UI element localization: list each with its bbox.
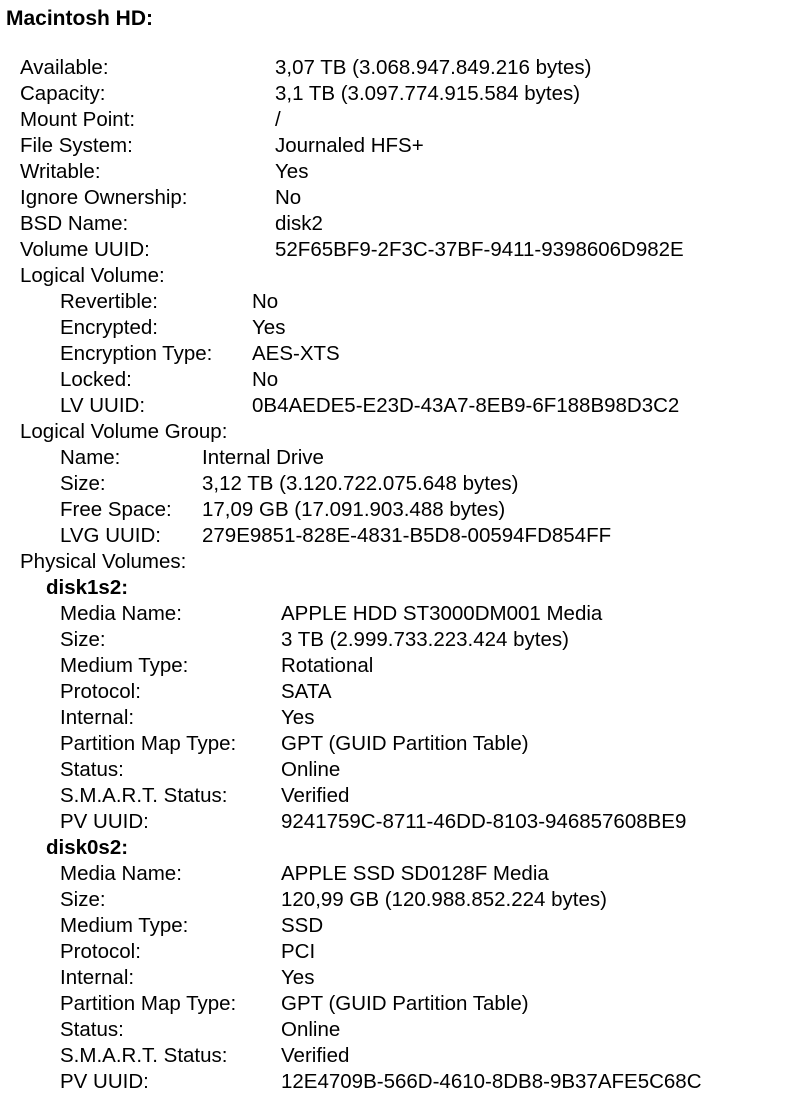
locked-row <box>0 367 810 393</box>
disk0s2-header-row <box>0 835 810 861</box>
lvg-free-space-value: 17,09 GB (17.091.903.488 bytes) <box>202 498 506 521</box>
lvg-size-row <box>0 471 810 497</box>
protocol-label: Protocol: <box>60 680 141 703</box>
lv-uuid-value: 0B4AEDE5-E23D-43A7-8EB9-6F188B98D3C2 <box>252 394 680 417</box>
lvg-name-value: Internal Drive <box>202 446 324 469</box>
size-label: Size: <box>60 888 106 911</box>
lv-uuid-label: LV UUID: <box>60 394 146 417</box>
disk0s2-size-row <box>0 887 810 913</box>
disk0s2-status-row <box>0 1017 810 1043</box>
encrypted-value: Yes <box>252 316 286 339</box>
disk1s2-status-row <box>0 757 810 783</box>
writable-value: Yes <box>275 160 309 183</box>
encrypted-label: Encrypted: <box>60 316 158 339</box>
disk1s2-pv-uuid-row <box>0 809 810 835</box>
lvg-free-space-row <box>0 497 810 523</box>
partition-map-type-label: Partition Map Type: <box>60 992 237 1015</box>
medium-type-value: SSD <box>281 914 324 937</box>
writable-row <box>0 159 810 185</box>
internal-value: Yes <box>281 966 315 989</box>
status-label: Status: <box>60 1018 124 1041</box>
mount-point-label: Mount Point: <box>20 108 136 131</box>
smart-status-label: S.M.A.R.T. Status: <box>60 784 228 807</box>
available-value: 3,07 TB (3.068.947.849.216 bytes) <box>275 56 592 79</box>
file-system-row <box>0 133 810 159</box>
size-value: 3 TB (2.999.733.223.424 bytes) <box>281 628 569 651</box>
encryption-type-row <box>0 341 810 367</box>
mount-point-row <box>0 107 810 133</box>
encrypted-row <box>0 315 810 341</box>
protocol-value: PCI <box>281 940 316 963</box>
revertible-label: Revertible: <box>60 290 158 313</box>
file-system-value: Journaled HFS+ <box>275 134 424 157</box>
capacity-value: 3,1 TB (3.097.774.915.584 bytes) <box>275 82 581 105</box>
disk0s2-protocol-row <box>0 939 810 965</box>
capacity-label: Capacity: <box>20 82 106 105</box>
bsd-name-row <box>0 211 810 237</box>
lvg-uuid-label: LVG UUID: <box>60 524 161 547</box>
size-value: 120,99 GB (120.988.852.224 bytes) <box>281 888 607 911</box>
status-label: Status: <box>60 758 124 781</box>
partition-map-type-value: GPT (GUID Partition Table) <box>281 732 529 755</box>
disk1s2-header: disk1s2: <box>46 576 129 599</box>
protocol-value: SATA <box>281 680 332 703</box>
pv-uuid-label: PV UUID: <box>60 810 149 833</box>
file-system-label: File System: <box>20 134 133 157</box>
disk1s2-size-row <box>0 627 810 653</box>
status-value: Online <box>281 1018 341 1041</box>
disk0s2-medium-type-row <box>0 913 810 939</box>
bsd-name-value: disk2 <box>275 212 323 235</box>
bsd-name-label: BSD Name: <box>20 212 129 235</box>
media-name-value: APPLE SSD SD0128F Media <box>281 862 549 885</box>
pv-uuid-value: 9241759C-8711-46DD-8103-946857608BE9 <box>281 810 687 833</box>
volume-uuid-row <box>0 237 810 263</box>
status-value: Online <box>281 758 341 781</box>
lvg-name-row <box>0 445 810 471</box>
volume-info-list <box>0 55 810 1095</box>
disk0s2-internal-row <box>0 965 810 991</box>
pv-uuid-label: PV UUID: <box>60 1070 149 1093</box>
smart-status-label: S.M.A.R.T. Status: <box>60 1044 228 1067</box>
available-label: Available: <box>20 56 109 79</box>
logical-volume-group-header-row <box>0 419 810 445</box>
internal-value: Yes <box>281 706 315 729</box>
lvg-name-label: Name: <box>60 446 121 469</box>
writable-label: Writable: <box>20 160 101 183</box>
media-name-label: Media Name: <box>60 602 182 625</box>
pv-uuid-value: 12E4709B-566D-4610-8DB8-9B37AFE5C68C <box>281 1070 702 1093</box>
logical-volume-header-row <box>0 263 810 289</box>
disk1s2-smart-status-row <box>0 783 810 809</box>
smart-status-value: Verified <box>281 784 350 807</box>
locked-label: Locked: <box>60 368 132 391</box>
lvg-uuid-row <box>0 523 810 549</box>
disk1s2-partition-map-type-row <box>0 731 810 757</box>
disk1s2-header-row <box>0 575 810 601</box>
lvg-uuid-value: 279E9851-828E-4831-B5D8-00594FD854FF <box>202 524 612 547</box>
internal-label: Internal: <box>60 966 135 989</box>
capacity-row <box>0 81 810 107</box>
size-label: Size: <box>60 628 106 651</box>
protocol-label: Protocol: <box>60 940 141 963</box>
lvg-free-space-label: Free Space: <box>60 498 172 521</box>
revertible-value: No <box>252 290 279 313</box>
logical-volume-group-header: Logical Volume Group: <box>20 420 228 443</box>
internal-label: Internal: <box>60 706 135 729</box>
physical-volumes-header: Physical Volumes: <box>20 550 187 573</box>
ignore-ownership-row <box>0 185 810 211</box>
encryption-type-label: Encryption Type: <box>60 342 213 365</box>
lvg-size-label: Size: <box>60 472 106 495</box>
ignore-ownership-value: No <box>275 186 302 209</box>
disk0s2-media-name-row <box>0 861 810 887</box>
ignore-ownership-label: Ignore Ownership: <box>20 186 188 209</box>
available-row <box>0 55 810 81</box>
disk0s2-pv-uuid-row <box>0 1069 810 1095</box>
lv-uuid-row <box>0 393 810 419</box>
logical-volume-header: Logical Volume: <box>20 264 165 287</box>
mount-point-value: / <box>275 108 281 131</box>
disk0s2-header: disk0s2: <box>46 836 129 859</box>
medium-type-label: Medium Type: <box>60 654 189 677</box>
disk1s2-medium-type-row <box>0 653 810 679</box>
disk1s2-protocol-row <box>0 679 810 705</box>
partition-map-type-label: Partition Map Type: <box>60 732 237 755</box>
volume-uuid-label: Volume UUID: <box>20 238 150 261</box>
physical-volumes-header-row <box>0 549 810 575</box>
partition-map-type-value: GPT (GUID Partition Table) <box>281 992 529 1015</box>
medium-type-label: Medium Type: <box>60 914 189 937</box>
disk1s2-internal-row <box>0 705 810 731</box>
locked-value: No <box>252 368 279 391</box>
smart-status-value: Verified <box>281 1044 350 1067</box>
revertible-row <box>0 289 810 315</box>
lvg-size-value: 3,12 TB (3.120.722.075.648 bytes) <box>202 472 519 495</box>
volume-title: Macintosh HD: <box>6 7 153 30</box>
volume-uuid-value: 52F65BF9-2F3C-37BF-9411-9398606D982E <box>275 238 684 261</box>
disk0s2-smart-status-row <box>0 1043 810 1069</box>
encryption-type-value: AES-XTS <box>252 342 340 365</box>
media-name-label: Media Name: <box>60 862 182 885</box>
disk1s2-media-name-row <box>0 601 810 627</box>
media-name-value: APPLE HDD ST3000DM001 Media <box>281 602 603 625</box>
disk0s2-partition-map-type-row <box>0 991 810 1017</box>
medium-type-value: Rotational <box>281 654 374 677</box>
